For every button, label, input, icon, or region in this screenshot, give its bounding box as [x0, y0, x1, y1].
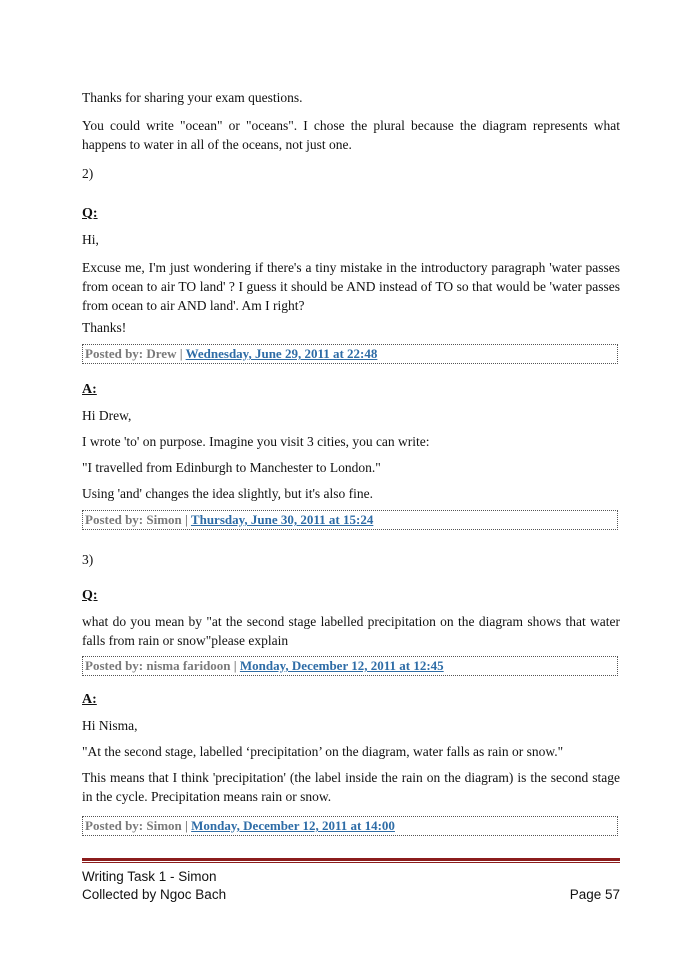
question-heading: Q:: [82, 206, 98, 221]
footer-line-2: [82, 886, 620, 904]
answer-heading: A:: [82, 382, 97, 397]
paragraph-ocean: You could write "ocean" or "oceans". I chose the plural because the diagram represents what happens to water in all of the oceans, not just one.: [82, 118, 620, 152]
answer-greeting: Hi Drew,: [82, 408, 132, 423]
posted-date-link[interactable]: Wednesday, June 29, 2011 at 22:48: [185, 346, 378, 361]
item-number-3: 3): [82, 552, 94, 567]
footer-collected-by: Collected by Ngoc Bach: [82, 887, 227, 902]
posted-by-simon: [82, 816, 618, 836]
answer-heading: A:: [82, 692, 97, 707]
answer-paragraph: This means that I think 'precipitation' (the label inside the rain on the diagram) is the second stage in the cycle. Precipitation means rain or snow.: [82, 770, 620, 804]
footer-rule-thin: [82, 862, 620, 863]
posted-by-nisma: [82, 656, 618, 676]
item-number-2: 2): [82, 166, 94, 181]
footer-line-1: Writing Task 1 - Simon: [82, 869, 217, 884]
posted-author: Posted by: nisma faridoon |: [85, 658, 240, 673]
answer-greeting: Hi Nisma,: [82, 718, 138, 733]
posted-date-link[interactable]: Thursday, June 30, 2011 at 15:24: [190, 512, 374, 527]
question-greeting: Hi,: [82, 232, 99, 247]
question-body: Excuse me, I'm just wondering if there's a tiny mistake in the introductory paragraph 'water passes from ocean to air TO land' ? I guess it should be AND instead of TO so that would be 'water passes from ocean to air AND land'. Am I right?: [82, 260, 620, 313]
posted-by-simon: [82, 510, 618, 530]
answer-paragraph: "I travelled from Edinburgh to Manchester to London.": [82, 460, 381, 475]
posted-author: Posted by: Simon |: [85, 818, 192, 833]
question-thanks: Thanks!: [82, 320, 127, 335]
question-body: what do you mean by "at the second stage labelled precipitation on the diagram shows that water falls from rain or snow"please explain: [82, 614, 620, 648]
paragraph-thanks-sharing: Thanks for sharing your exam questions.: [82, 90, 303, 105]
posted-author: Posted by: Simon |: [85, 512, 191, 527]
answer-paragraph: "At the second stage, labelled ‘precipitation’ on the diagram, water falls as rain or snow.": [82, 744, 564, 759]
posted-date-link[interactable]: Monday, December 12, 2011 at 12:45: [239, 658, 444, 673]
posted-date-link[interactable]: Monday, December 12, 2011 at 14:00: [191, 818, 395, 833]
posted-author: Posted by: Drew |: [85, 346, 186, 361]
footer-rule-thick: [82, 858, 620, 861]
answer-paragraph: Using 'and' changes the idea slightly, but it's also fine.: [82, 486, 373, 501]
question-heading: Q:: [82, 588, 98, 603]
answer-paragraph: I wrote 'to' on purpose. Imagine you visit 3 cities, you can write:: [82, 434, 430, 449]
posted-by-drew: [82, 344, 618, 364]
page-number: Page 57: [569, 887, 620, 902]
